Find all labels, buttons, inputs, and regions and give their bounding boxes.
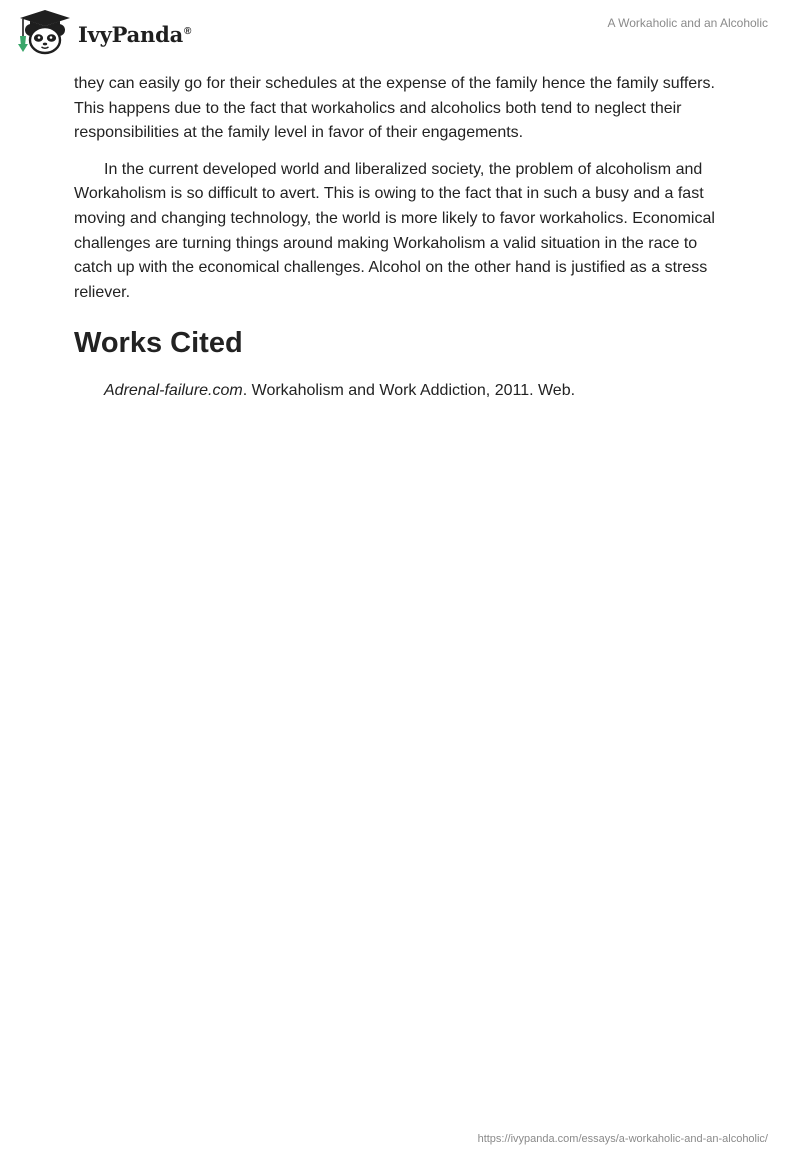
paragraph: In the current developed world and liberalized society, the problem of alcoholism and Workaholism is so difficult to avert. This is owing to the fact that in such a busy and a fast moving and changing technology, the world is more likely to favor workaholics. Economical challenges are turning things around making Workaholism a valid situation in the race to catch up with the economical challenges. Alcohol on the other hand is justified as a stress reliever. bbox=[74, 160, 715, 301]
footer-url[interactable]: https://ivypanda.com/essays/a-workaholic-and-an-alcoholic/ bbox=[477, 1133, 768, 1145]
registered-mark: ® bbox=[184, 25, 192, 37]
page-header bbox=[0, 0, 800, 64]
ivypanda-logo[interactable] bbox=[14, 8, 191, 56]
paragraph-continued: they can easily go for their schedules at the expense of the family hence the family suffers. This happens due to the fact that workaholics and alcoholics both tend to neglect their responsibilities at the family level in favor of their engagements. bbox=[74, 75, 715, 142]
panda-graduation-cap-logo-icon bbox=[14, 8, 76, 56]
citation-details: . Workaholism and Work Addiction, 2011. Web. bbox=[242, 382, 576, 400]
citation-entry bbox=[74, 379, 722, 403]
works-cited-heading: Works Cited bbox=[74, 327, 243, 360]
essay-content bbox=[74, 72, 722, 403]
document-title: A Workaholic and an Alcoholic bbox=[607, 16, 768, 30]
brand-name: IvyPanda® bbox=[78, 21, 192, 47]
citation-source: Adrenal-failure.com bbox=[104, 382, 243, 400]
